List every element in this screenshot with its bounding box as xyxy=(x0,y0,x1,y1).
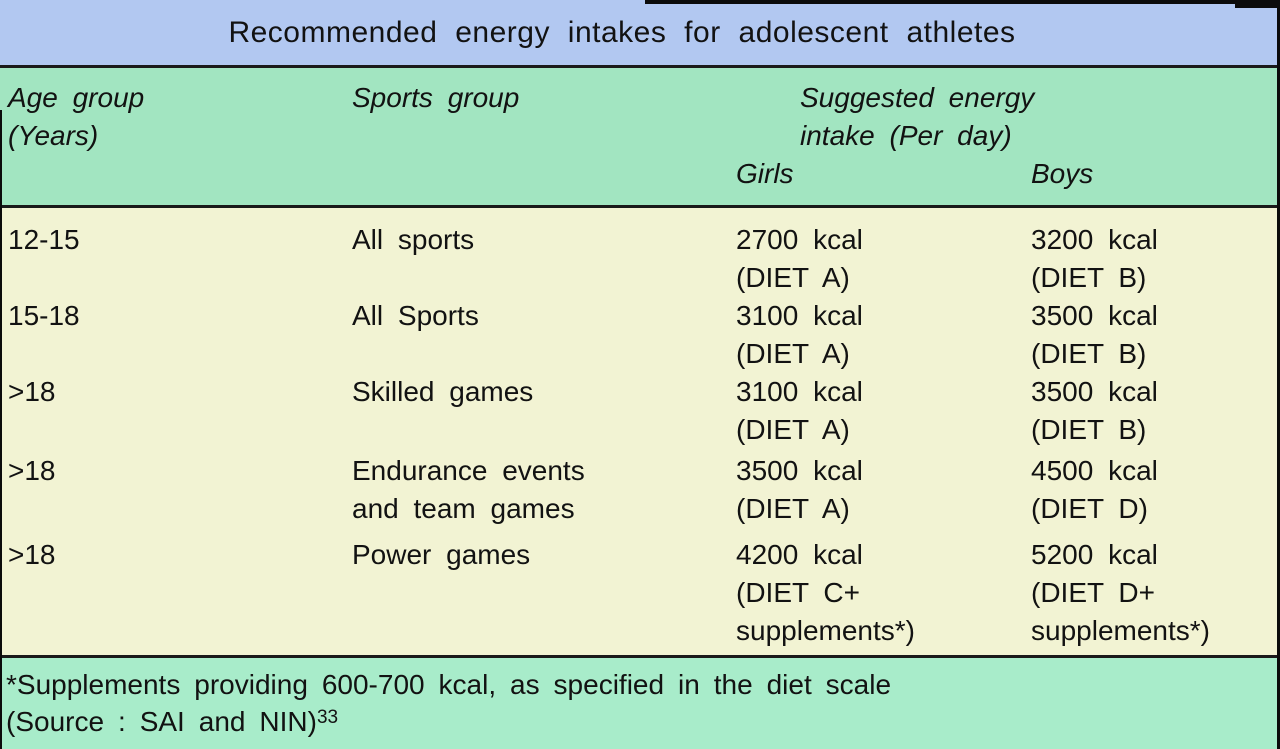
girls-cell xyxy=(728,297,1027,373)
cell-line: (DIET C+ xyxy=(736,577,860,608)
cell-line: (DIET A) xyxy=(736,493,850,524)
cell-line: Endurance events xyxy=(352,455,585,486)
cell-line: 3500 kcal xyxy=(1031,300,1158,331)
cell-line: (DIET A) xyxy=(736,414,850,445)
boys-cell xyxy=(1027,452,1280,528)
age-cell xyxy=(8,297,352,373)
boys-cell xyxy=(1027,221,1280,297)
cell-line: (DIET A) xyxy=(736,262,850,293)
column-header-girls: Girls xyxy=(736,158,794,189)
scan-artifact-left-edge xyxy=(0,110,2,749)
footnote-reference-number: 33 xyxy=(316,707,339,728)
girls-cell xyxy=(728,536,1027,650)
table-row xyxy=(8,373,1280,449)
cell-line: (DIET B) xyxy=(1031,262,1147,293)
footnote-source-text: (Source : SAI and NIN) xyxy=(6,706,317,737)
column-header-energy-intake xyxy=(728,79,1280,193)
cell-line: All sports xyxy=(352,224,475,255)
cell-line: 3500 kcal xyxy=(1031,376,1158,407)
table-row xyxy=(8,297,1280,373)
cell-line: (DIET D+ xyxy=(1031,577,1155,608)
cell-line: 4500 kcal xyxy=(1031,455,1158,486)
cell-line: Skilled games xyxy=(352,376,534,407)
energy-subheaders xyxy=(728,155,1280,193)
cell-line: All Sports xyxy=(352,300,479,331)
cell-line: (DIET A) xyxy=(736,338,850,369)
table-row xyxy=(8,221,1280,297)
cell-line: 12-15 xyxy=(8,224,80,255)
sport-cell xyxy=(352,452,728,528)
age-cell xyxy=(8,373,352,449)
boys-cell xyxy=(1027,297,1280,373)
age-group-header-line1: Age group xyxy=(8,82,145,113)
sport-cell xyxy=(352,221,728,297)
boys-cell xyxy=(1027,536,1280,650)
energy-intake-group-header xyxy=(800,79,1280,155)
age-cell xyxy=(8,221,352,297)
column-header-boys: Boys xyxy=(1031,158,1094,189)
title-band xyxy=(0,0,1280,65)
table-body xyxy=(0,208,1280,655)
cell-line: supplements*) xyxy=(736,615,915,646)
table-row xyxy=(8,452,1280,528)
cell-line: (DIET D) xyxy=(1031,493,1148,524)
scan-artifact-top-right-corner xyxy=(1235,0,1280,8)
energy-intake-header-line1: Suggested energy xyxy=(800,82,1035,113)
girls-cell xyxy=(728,221,1027,297)
header-band xyxy=(0,68,1280,205)
column-header-age-group xyxy=(8,79,352,193)
cell-line: 4200 kcal xyxy=(736,539,863,570)
cell-line: (DIET B) xyxy=(1031,338,1147,369)
age-cell xyxy=(8,536,352,650)
table-row xyxy=(8,536,1280,650)
age-cell xyxy=(8,452,352,528)
cell-line: 3500 kcal xyxy=(736,455,863,486)
age-group-header-line2: (Years) xyxy=(8,120,99,151)
table-title: Recommended energy intakes for adolescent athletes xyxy=(228,15,1016,49)
cell-line: 3100 kcal xyxy=(736,376,863,407)
cell-line: 15-18 xyxy=(8,300,80,331)
cell-line: >18 xyxy=(8,455,56,486)
cell-line: >18 xyxy=(8,539,56,570)
header-grid xyxy=(0,68,1280,193)
cell-line: 3200 kcal xyxy=(1031,224,1158,255)
cell-line: (DIET B) xyxy=(1031,414,1147,445)
footnote-line2 xyxy=(6,703,1280,740)
sport-cell xyxy=(352,373,728,449)
footnote-band xyxy=(0,658,1280,749)
scan-artifact-top-edge xyxy=(645,0,1280,4)
girls-cell xyxy=(728,373,1027,449)
cell-line: 5200 kcal xyxy=(1031,539,1158,570)
energy-intake-header-line2: intake (Per day) xyxy=(800,120,1012,151)
cell-line: supplements*) xyxy=(1031,615,1210,646)
sport-cell xyxy=(352,297,728,373)
cell-line: 3100 kcal xyxy=(736,300,863,331)
footnote-line1: *Supplements providing 600-700 kcal, as specified in the diet scale xyxy=(6,669,892,700)
cell-line: 2700 kcal xyxy=(736,224,863,255)
sport-cell xyxy=(352,536,728,650)
cell-line: >18 xyxy=(8,376,56,407)
cell-line: Power games xyxy=(352,539,531,570)
cell-line: and team games xyxy=(352,493,575,524)
column-header-sports-group xyxy=(352,79,728,193)
boys-cell xyxy=(1027,373,1280,449)
girls-cell xyxy=(728,452,1027,528)
sports-group-header: Sports group xyxy=(352,82,520,113)
